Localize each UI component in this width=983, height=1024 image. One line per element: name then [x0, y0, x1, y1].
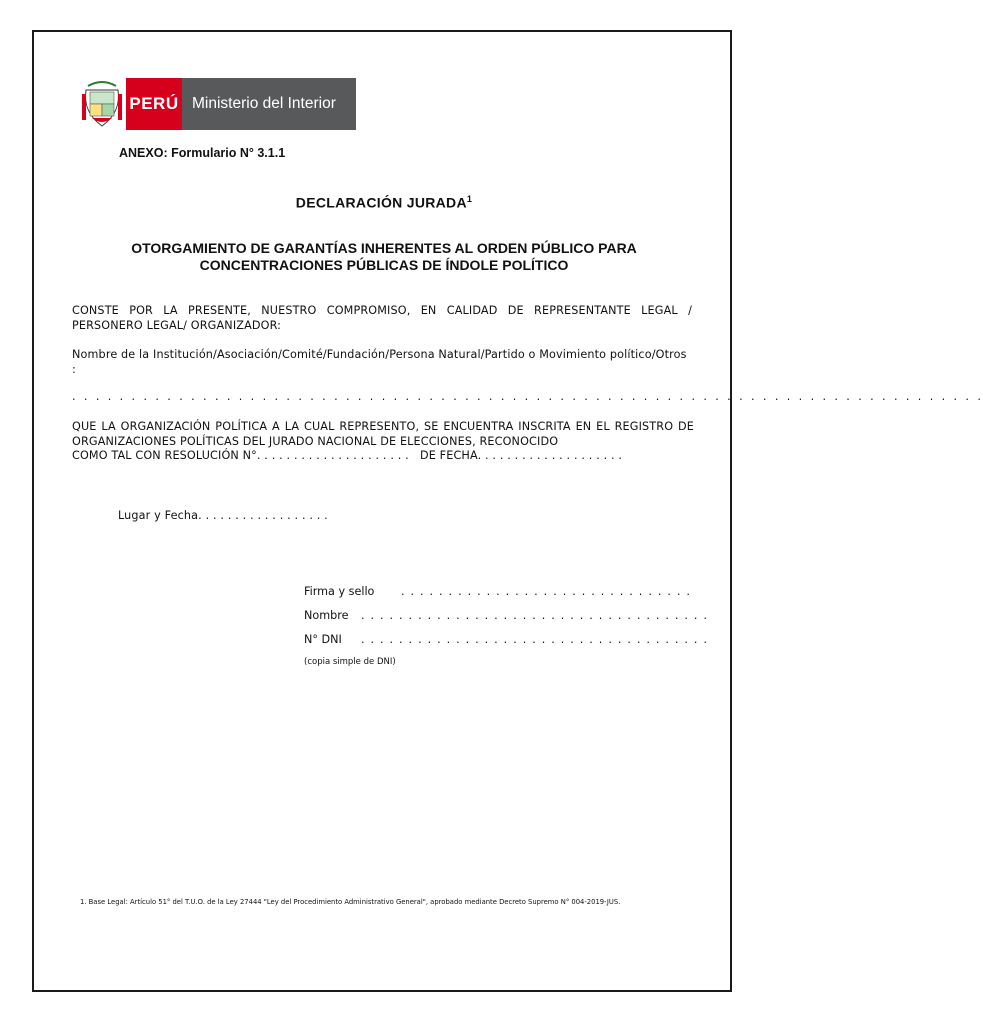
- dni-dots: . . . . . . . . . . . . . . . . . . . . . . . . . . . . . . . . . . . . .: [361, 633, 709, 646]
- organization-paragraph: QUE LA ORGANIZACIÓN POLÍTICA A LA CUAL REPRESENTO, SE ENCUENTRA INSCRITA EN EL REGISTRO DE ORGANIZACIONES POLÍTICAS DEL JURADO NACIONAL DE ELECCIONES, RECONOCIDO: [72, 420, 694, 448]
- document-subtitle: [0, 240, 768, 274]
- compromiso-paragraph: CONSTE POR LA PRESENTE, NUESTRO COMPROMISO, EN CALIDAD DE REPRESENTANTE LEGAL / PERSONERO LEGAL/ ORGANIZADOR:: [72, 304, 692, 332]
- name-label: Nombre: [304, 609, 349, 622]
- dni-row[interactable]: [304, 633, 709, 646]
- signature-row[interactable]: [304, 585, 692, 598]
- logo-country: PERÚ: [126, 78, 182, 130]
- coat-of-arms-icon: [82, 78, 122, 130]
- footnote: 1. Base Legal: Artículo 51° del T.U.O. de la Ley 27444 "Ley del Procedimiento Administrativo General", aprobado mediante Decreto Supremo N° 004-2019-JUS.: [80, 898, 621, 906]
- name-row[interactable]: [304, 609, 709, 622]
- subtitle-line-1: OTORGAMIENTO DE GARANTÍAS INHERENTES AL ORDEN PÚBLICO PARA: [131, 240, 637, 256]
- logo-ministry: Ministerio del Interior: [182, 78, 356, 130]
- dni-copy-note: (copia simple de DNI): [304, 657, 396, 667]
- place-date-field[interactable]: Lugar y Fecha. . . . . . . . . . . . . . . . . .: [118, 509, 328, 522]
- institution-name-field[interactable]: . . . . . . . . . . . . . . . . . . . . . . . . . . . . . . . . . . . . . . . . . . . . . . . . . . . . . . . . . . . . . . . . . . . . . . . . . . . . .: [72, 390, 983, 403]
- dni-label: N° DNI: [304, 633, 342, 646]
- institution-name-label: Nombre de la Institución/Asociación/Comité/Fundación/Persona Natural/Partido o Movimiento político/Otros :: [72, 348, 687, 376]
- resolution-field[interactable]: COMO TAL CON RESOLUCIÓN N°. . . . . . . . . . . . . . . . . . . . . DE FECHA. . . . . . . . . . . . . . . . . . . .: [72, 449, 623, 462]
- annex-label: ANEXO: Formulario N° 3.1.1: [119, 146, 286, 160]
- title-text: DECLARACIÓN JURADA: [295, 194, 467, 211]
- document-title: [0, 194, 768, 211]
- signature-label: Firma y sello: [304, 585, 375, 598]
- name-dots: . . . . . . . . . . . . . . . . . . . . . . . . . . . . . . . . . . . . .: [361, 609, 709, 622]
- subtitle-line-2: CONCENTRACIONES PÚBLICAS DE ÍNDOLE POLÍTICO: [199, 257, 569, 273]
- signature-dots: . . . . . . . . . . . . . . . . . . . . . . . . . . . . . . .: [401, 585, 692, 598]
- title-footnote-mark: 1: [466, 194, 473, 204]
